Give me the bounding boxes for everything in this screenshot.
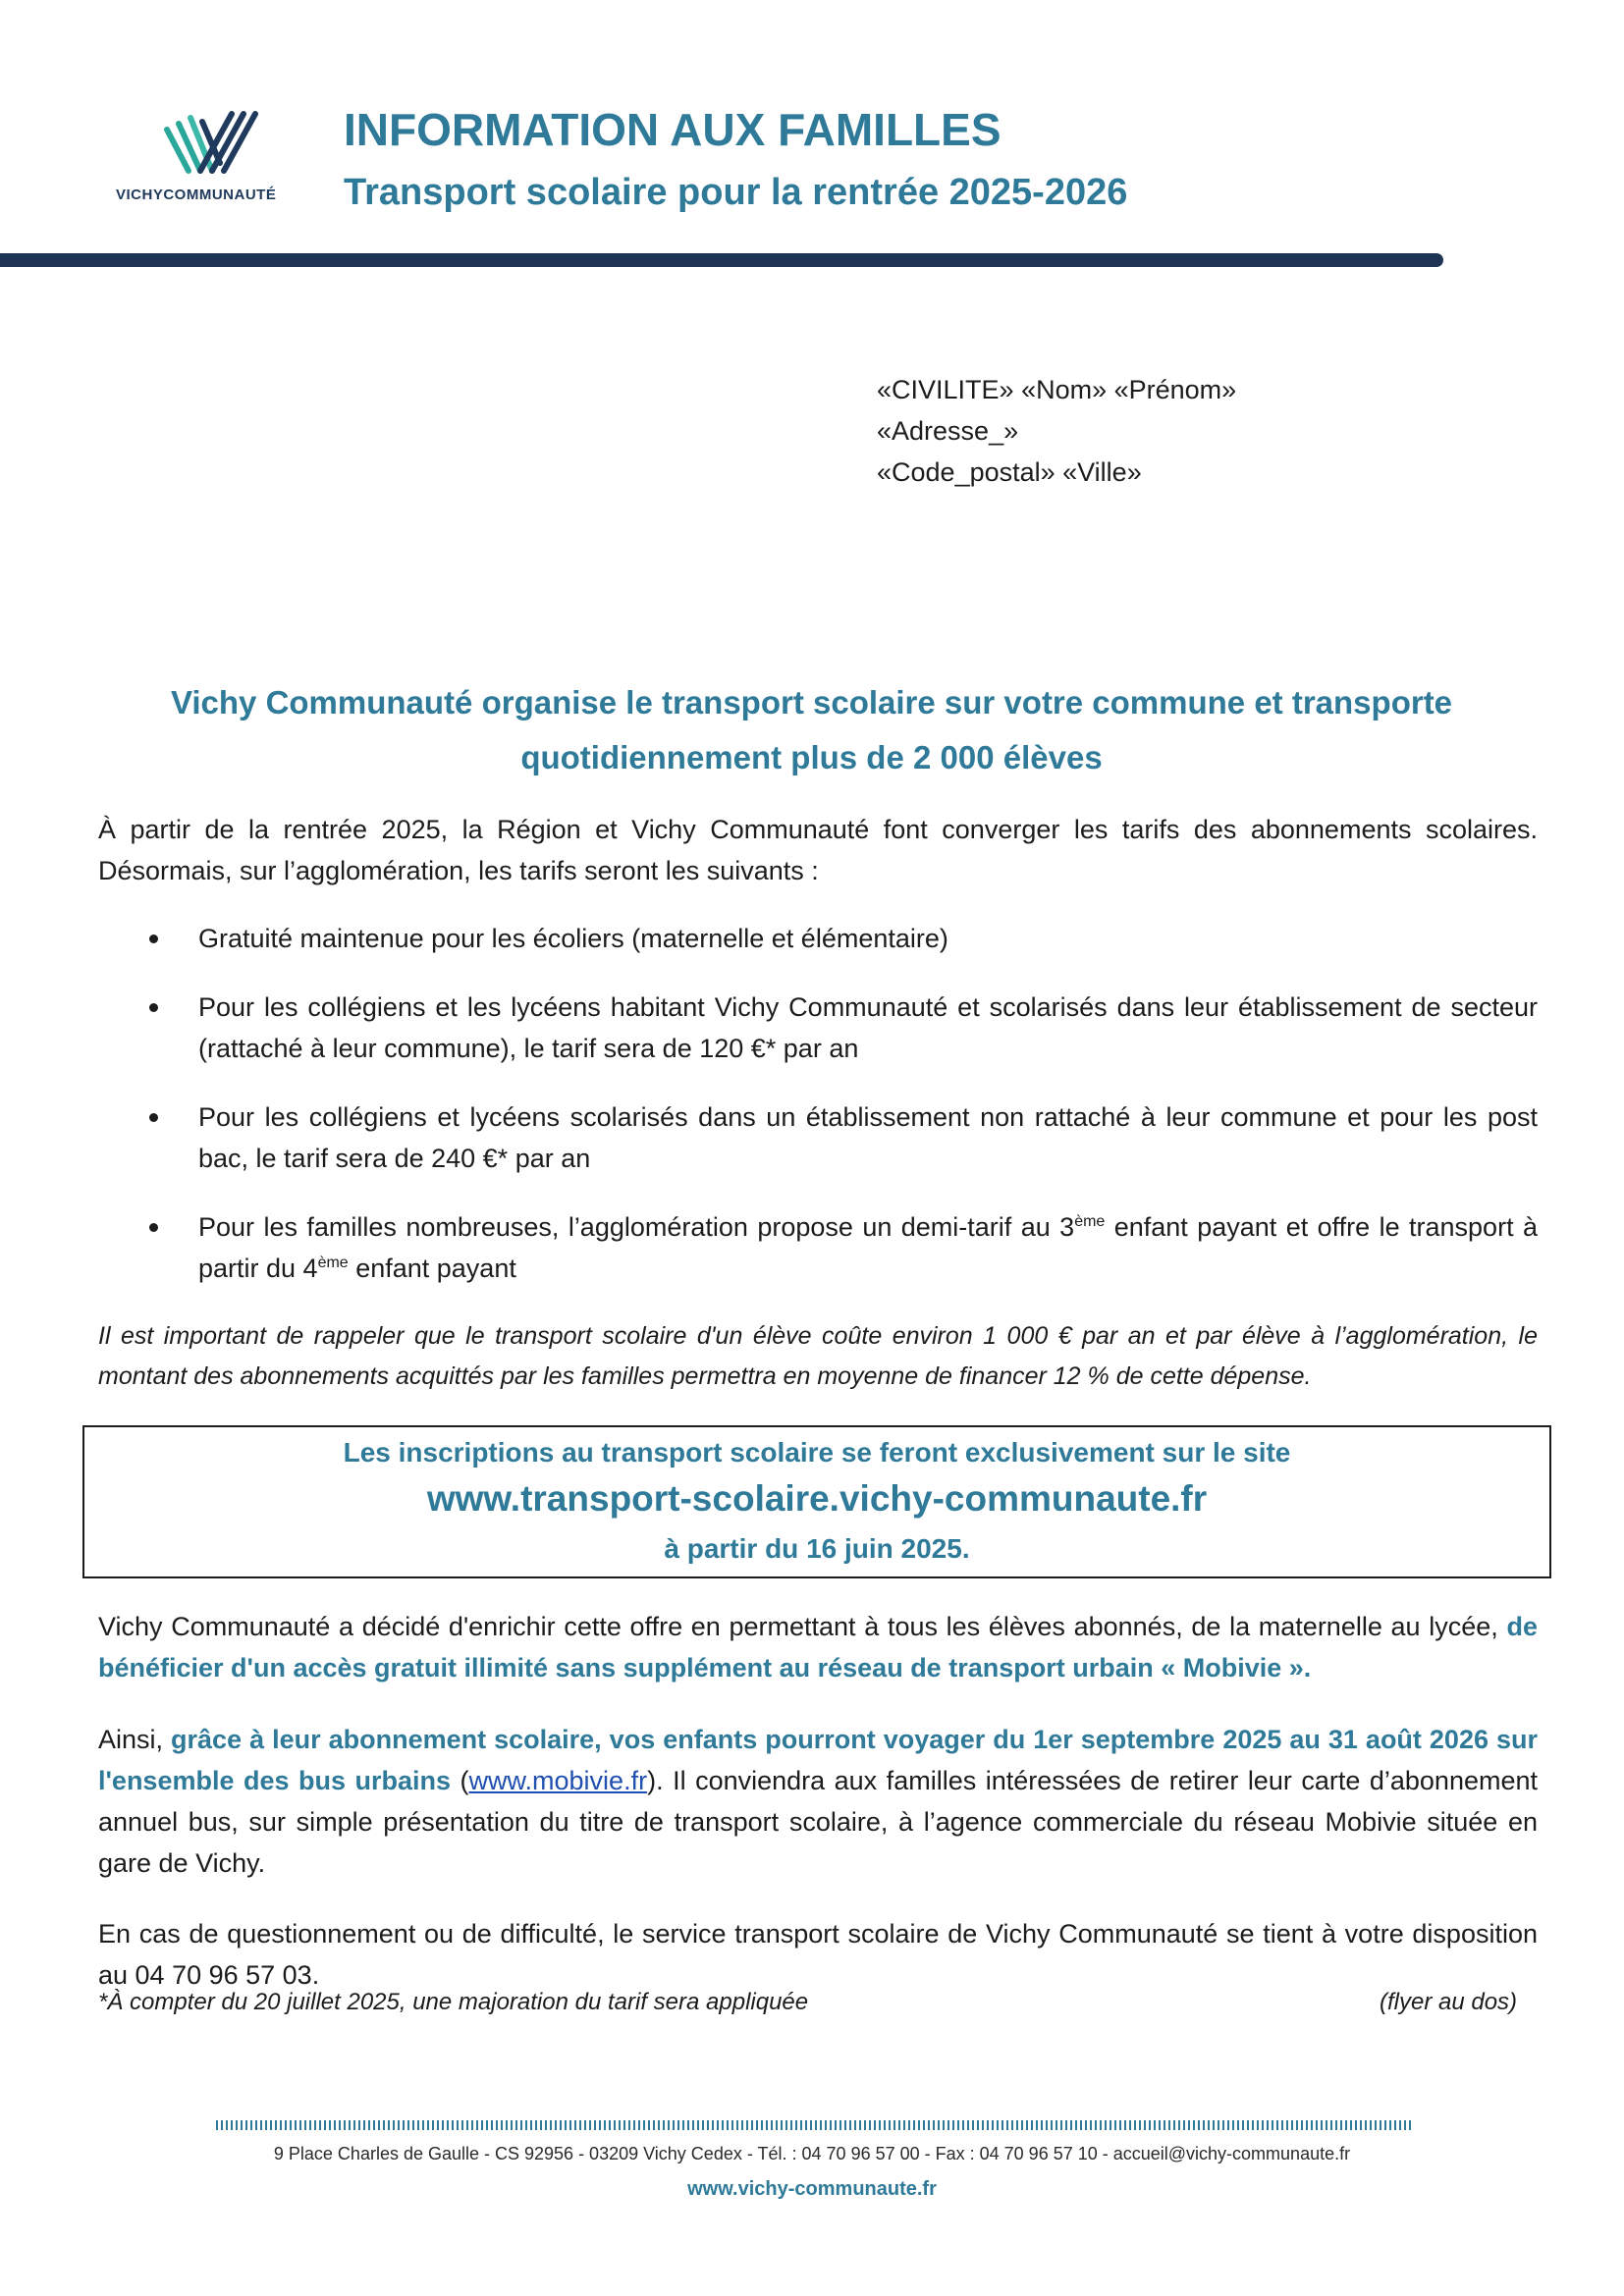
vichy-communaute-logo-icon — [159, 108, 267, 179]
registration-url[interactable]: www.transport-scolaire.vichy-communaute.fr — [426, 1478, 1208, 1519]
recipient-address — [877, 369, 1236, 493]
tariff-footnote: *À compter du 20 juillet 2025, une majoration du tarif sera appliquée — [98, 1989, 809, 2015]
tariff-list — [98, 918, 1538, 1316]
bullet-icon — [149, 1003, 158, 1012]
organization-logo — [110, 108, 316, 216]
document-title: INFORMATION AUX FAMILLES — [344, 104, 1001, 155]
mobivie-paragraph: Ainsi, grâce à leur abonnement scolaire, vos enfants pourront voyager du 1er septembre 2025 au 31 août 2026 sur l'ensemble des bus urbains (www.mobivie.fr). Il conviendra aux familles intéressées de retirer leur carte d’abonnement annuel bus, sur simple présentation du titre de transport scolaire, à l’agence commerciale du réseau Mobivie située en gare de Vichy. — [98, 1725, 1538, 1878]
list-item: Pour les collégiens et lycéens scolarisés dans un établissement non rattaché à leur commune et pour les post bac, le tarif sera de 240 €* par an — [98, 1096, 1538, 1179]
flyer-note: (flyer au dos) — [1380, 1989, 1518, 2015]
header-divider — [0, 253, 1443, 267]
registration-date: à partir du 16 juin 2025. — [664, 1533, 970, 1564]
footer-website-link[interactable]: www.vichy-communaute.fr — [687, 2178, 937, 2200]
document-subtitle: Transport scolaire pour la rentrée 2025-2026 — [344, 172, 1128, 213]
registration-box — [82, 1425, 1551, 1578]
list-item: Gratuité maintenue pour les écoliers (maternelle et élémentaire) — [98, 918, 1538, 959]
offer-highlight: de bénéficier d'un accès gratuit illimité sans supplément au réseau de transport urbain « Mobivie ». — [98, 1612, 1538, 1682]
footer-divider — [216, 2120, 1414, 2130]
footer-address: 9 Place Charles de Gaulle - CS 92956 - 03209 Vichy Cedex - Tél. : 04 70 96 57 00 - Fax : 04 70 96 57 10 - accueil@vichy-communaute.fr — [273, 2144, 1351, 2163]
intro-paragraph: À partir de la rentrée 2025, la Région et Vichy Communauté font converger les tarifs des abonnements scolaires. Désormais, sur l’agglomération, les tarifs seront les suivants : — [98, 815, 1538, 885]
logo-wordmark: VICHYCOMMUNAUTÉ — [116, 187, 277, 203]
bullet-icon — [149, 934, 158, 943]
registration-text: Les inscriptions au transport scolaire se feront exclusivement sur le site — [343, 1437, 1291, 1468]
address-line-street: «Adresse_» — [877, 416, 1019, 446]
headline: Vichy Communauté organise le transport scolaire sur votre commune et transporte quotidiennement plus de 2 000 élèves — [170, 684, 1453, 775]
bullet-icon — [149, 1223, 158, 1232]
address-line-city: «Code_postal» «Ville» — [877, 457, 1142, 487]
list-item: Pour les familles nombreuses, l’agglomération propose un demi-tarif au 3ème enfant payant et offre le transport à partir du 4ème enfant payant — [98, 1206, 1538, 1289]
list-item: Pour les collégiens et les lycéens habitant Vichy Communauté et scolarisés dans leur établissement de secteur (rattaché à leur commune), le tarif sera de 120 €* par an — [98, 987, 1538, 1069]
bullet-icon — [149, 1113, 158, 1122]
address-line-name: «CIVILITE» «Nom» «Prénom» — [877, 375, 1237, 404]
cost-note: Il est important de rappeler que le transport scolaire d'un élève coûte environ 1 000 € par an et par élève à l’agglomération, le montant des abonnements acquittés par les familles permettra en moyenne de financer 12 % de cette dépense. — [98, 1322, 1538, 1390]
contact-paragraph: En cas de questionnement ou de difficulté, le service transport scolaire de Vichy Communauté se tient à votre disposition au 04 70 96 57 03. — [98, 1919, 1538, 1990]
mobivie-link[interactable]: www.mobivie.fr — [468, 1766, 648, 1795]
offer-paragraph: Vichy Communauté a décidé d'enrichir cette offre en permettant à tous les élèves abonnés, de la maternelle au lycée, de bénéficier d'un accès gratuit illimité sans supplément au réseau de transport urbain « Mobivie ». — [98, 1612, 1538, 1682]
mobivie-highlight: grâce à leur abonnement scolaire, vos enfants pourront voyager du 1er septembre 2025 au 31 août 2026 sur l'ensemble des bus urbains — [98, 1725, 1538, 1795]
